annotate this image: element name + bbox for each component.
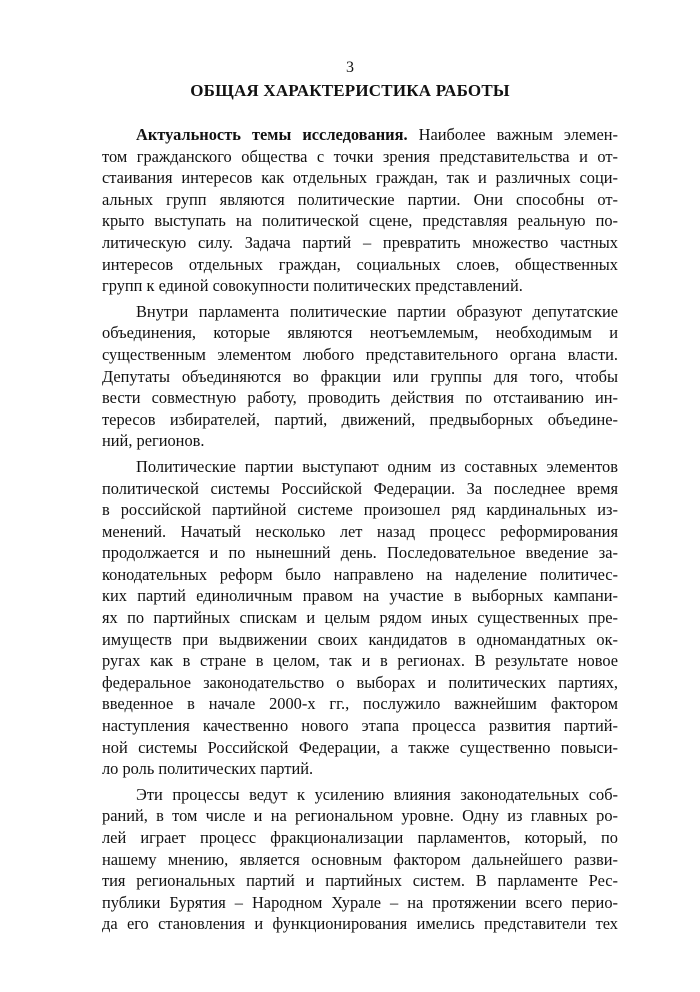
text-line [102,124,618,146]
text-line: существенным элементом любого представительного органа власти. [102,344,618,364]
text-line: публики Бурятия – Народном Хурале – на протяжении всего перио- [102,892,618,912]
text-line: Внутри парламента политические партии образуют депутатские [136,301,618,321]
paragraph-party-system [102,456,618,780]
text-line: политической системы Российской Федерации. За последнее время [102,478,618,498]
text-fragment: Наиболее важным элемен- [418,125,618,144]
text-line: имуществ при выдвижении своих кандидатов в одномандатных ок- [102,629,618,649]
paragraph-parliament-factions [102,301,618,452]
paragraph-legislatures [102,784,618,935]
text-line: да его становления и функционирования имелись представители тех [102,914,618,934]
text-line: конодательных реформ было направлено на наделение политичес- [102,564,618,584]
text-line: введенное в начале 2000-х гг., послужило важнейшим фактором [102,694,618,714]
text-line: федеральное законодательство о выборах и политических партиях, [102,672,618,692]
text-line: менений. Начатый несколько лет назад процесс реформирования [102,521,618,541]
text-line: том гражданского общества с точки зрения представительства и от- [102,146,618,166]
relevance-heading: Актуальность темы исследования. [136,125,408,144]
text-line: продолжается и по нынешний день. Последовательное введение за- [102,543,618,563]
text-line: интересов отдельных граждан, социальных слоев, общественных [102,254,618,274]
text-line: тересов избирателей, партий, движений, предвыборных объедине- [102,409,618,429]
paragraph-relevance [102,124,618,297]
section-title: ОБЩАЯ ХАРАКТЕРИСТИКА РАБОТЫ [190,81,510,100]
text-line: раний, в том числе и на региональном уровне. Одну из главных ро- [102,806,618,826]
text-line: ругах как в стране в целом, так и в регионах. В результате новое [102,651,618,671]
text-line: нашему мнению, является основным фактором дальнейшего разви- [102,849,618,869]
text-line: литическую силу. Задача партий – превратить множество частных [102,232,618,252]
text-line: наступления качественно нового этапа процесса развития партий- [102,716,618,736]
text-line: стаивания интересов как отдельных граждан, так и различных соци- [102,168,618,188]
text-line: групп к единой совокупности политических представлений. [102,276,523,296]
text-line: альных групп являются политические партии. Они способны от- [102,189,618,209]
text-line: тия региональных партий и партийных систем. В парламенте Рес- [102,871,618,891]
text-line: объединения, которые являются неотъемлемым, необходимым и [102,323,618,343]
document-body [102,124,618,939]
text-line: ях по партийных спискам и целым рядом иных существенных пре- [102,608,618,628]
text-line: Депутаты объединяются во фракции или группы для того, чтобы [102,366,618,386]
text-line: ной системы Российской Федерации, а также существенно повыси- [102,737,618,757]
text-line: крыто выступать на политической сцене, представляя реальную по- [102,211,618,231]
text-line: вести совместную работу, проводить действия по отстаиванию ин- [102,388,618,408]
text-line: ких партий единоличным правом на участие в выборных кампани- [102,586,618,606]
text-line: Эти процессы ведут к усилению влияния законодательных соб- [136,784,618,804]
text-line: Политические партии выступают одним из составных элементов [136,456,618,476]
text-line: ний, регионов. [102,431,205,451]
text-line: ло роль политических партий. [102,759,314,779]
page-number: 3 [346,59,354,76]
text-line: лей играет процесс фракционализации парламентов, который, по [102,828,618,847]
text-line: в российской партийной системе произошел ряд кардинальных из- [102,500,618,520]
